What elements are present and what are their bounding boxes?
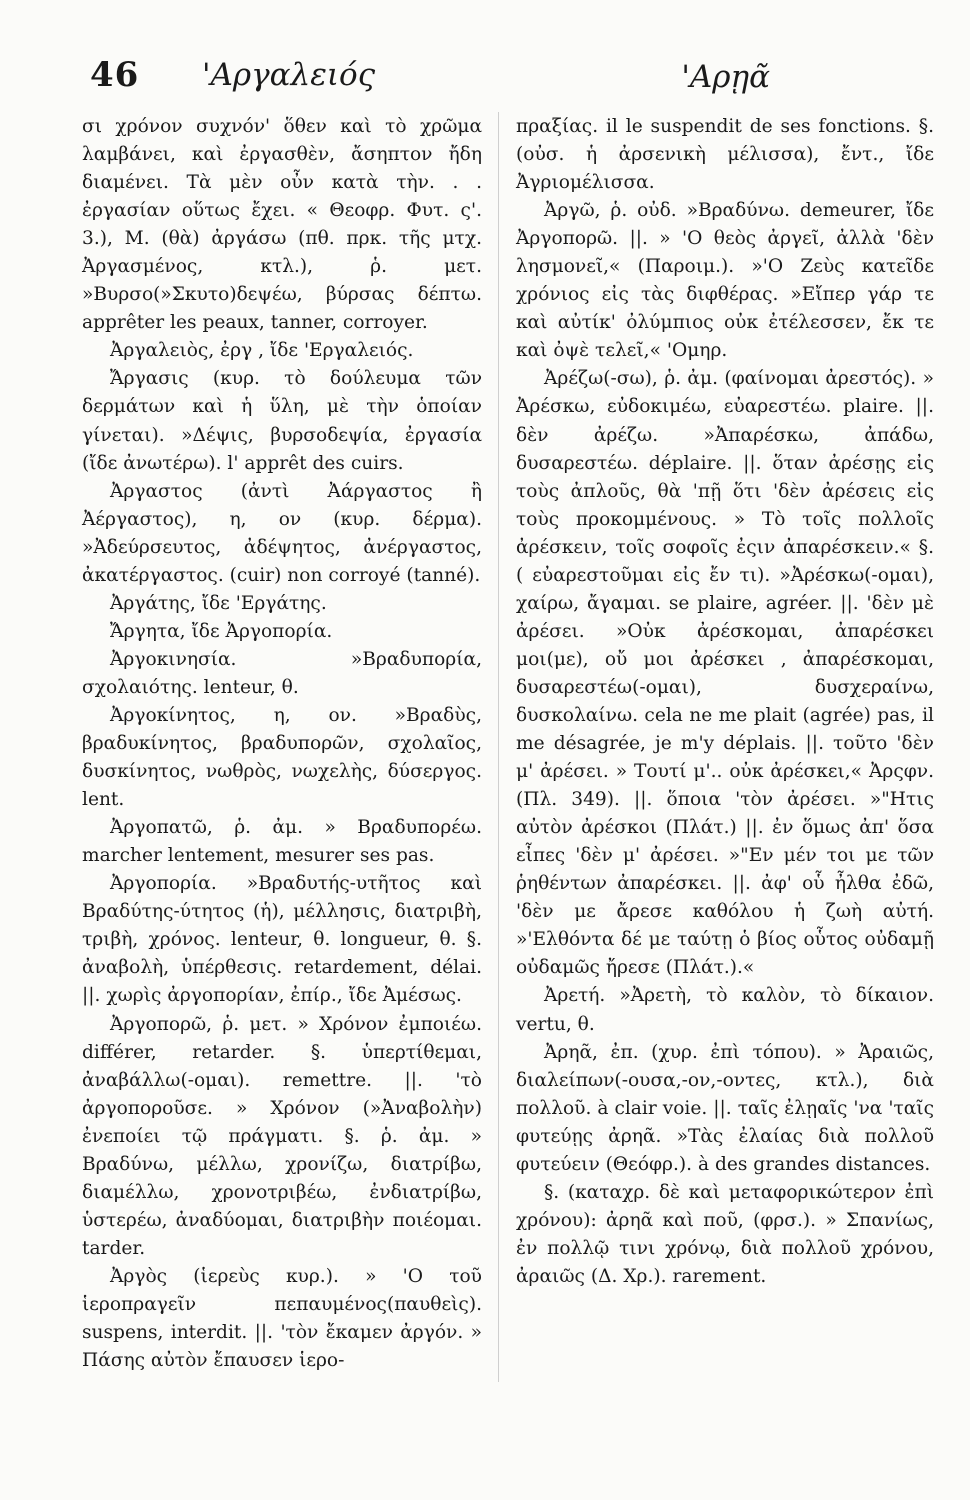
dictionary-entry: §. (καταχρ. δὲ καὶ μεταφορικώτερον ἐπὶ χρόνου): ἀρηᾶ καὶ ποῦ, (φρσ.). » Σπανίως, ἐν πολλῷ τινι χρόνῳ, διὰ πολλοῦ χρόνου, ἀραιῶς (Δ. Χρ.). rarement. xyxy=(516,1181,934,1287)
dictionary-entry: Ἀργοκινησία. »Βραδυπορία, σχολαιότης. lenteur, θ. xyxy=(82,648,482,698)
dictionary-entry: σι χρόνον συχνόν' ὅθεν καὶ τὸ χρῶμα λαμβάνει, καὶ ἐργασθὲν, ἄσηπτον ἤδη διαμένει. Τὰ μὲν οὖν κατὰ τὴν. . . ἐργασίαν οὕτως ἔχει. « Θεοφρ. Φυτ. ς'. 3.), Μ. (θὰ) ἀργάσω (πθ. πρκ. τῆς μτχ. Ἀργασμένος, κτλ.), ῥ. μετ. »Βυρσο(»Σκυτο)δεψέω, βύρσας δέπτω. apprêter les peaux, tanner, corroyer. xyxy=(82,116,482,334)
left-column xyxy=(82,113,482,1375)
page-header xyxy=(90,55,950,105)
dictionary-entry: Ἀργῶ, ῥ. οὐδ. »Βραδύνω. demeurer, ἴδε Ἀργοπορῶ. ||. » 'Ο θεὸς ἀργεῖ, ἀλλὰ 'δὲν λησμονεῖ,« (Παροιμ.). »'Ο Ζεὺς κατεῖδε χρόνιος εἰς τὰς διφθέρας. »Εἴπερ γάρ τε καὶ αὐτίκ' ὀλύμπιος οὐκ ἐτέλεσσεν, ἔκ τε καὶ ὀψὲ τελεῖ,« 'Ομηρ. xyxy=(516,200,934,362)
page-number: 46 xyxy=(90,55,140,95)
right-running-headword: 'Αρῃᾶ xyxy=(681,59,770,95)
dictionary-entry: Ἀργαστος (ἀντὶ Ἀάργαστος ἢ Ἀέργαστος), η, ον (κυρ. δέρμα). »Ἀδεύρσευτος, ἀδέψητος, ἀνέργαστος, ἀκατέργαστος. (cuir) non corroyé (tanné). xyxy=(82,480,482,586)
column-divider xyxy=(498,112,499,1382)
dictionary-entry: Ἀργοπατῶ, ῥ. ἀμ. » Βραδυπορέω. marcher lentement, mesurer ses pas. xyxy=(82,817,482,867)
left-running-headword: 'Αργαλειός xyxy=(202,57,376,93)
dictionary-entry: Ἄργητα, ἴδε Ἀργοπορία. xyxy=(110,620,333,642)
dictionary-entry: Ἄργασις (κυρ. τὸ δούλευμα τῶν δερμάτων καὶ ἡ ὕλη, μὲ τὴν ὁποίαν γίνεται). »Δέψις, βυρσοδεψία, ἐργασία (ἴδε ἀνωτέρω). l' apprêt des cuirs. xyxy=(82,368,482,474)
right-column xyxy=(516,113,934,1291)
dictionary-entry: Ἀρετή. »Ἀρετὴ, τὸ καλὸν, τὸ δίκαιον. vertu, θ. xyxy=(516,985,934,1035)
dictionary-entry: Ἀργαλειὸς, ἐργ , ἴδε 'Εργαλειός. xyxy=(110,340,414,362)
dictionary-entry: Ἀργοπορῶ, ῥ. μετ. » Χρόνον ἐμποιέω. différer, retarder. §. ὑπερτίθεμαι, ἀναβάλλω(-ομαι). remettre. ||. 'τὸ ἀργοποροῦσε. » Χρόνον (»Ἀναβολὴν) ἐνεποίει τῷ πράγματι. §. ῥ. ἀμ. » Βραδύνω, μέλλω, χρονίζω, διατρίβω, διαμέλλω, χρονοτριβέω, ἐνδιατρίβω, ὑστερέω, ἀναδύομαι, διατριβὴν ποιέομαι. tarder. xyxy=(82,1013,482,1259)
dictionary-entry: Ἀργὸς (ἱερεὺς κυρ.). » 'Ο τοῦ ἱεροπραγεῖν πεπαυμένος(παυθεὶς). suspens, interdit. ||. 'τὸν ἔκαμεν ἀργόν. » Πάσης αὐτὸν ἔπαυσεν ἱερο- xyxy=(82,1265,482,1372)
dictionary-entry: Ἀρηᾶ, ἐπ. (χυρ. ἐπὶ τόπου). » Ἀραιῶς, διαλείπων(-ουσα,-ον,-οντες, κτλ.), διὰ πολλοῦ. à clair voie. ||. ταῖς ἐλῃαῖς 'να 'ταῖς φυτεύῃς ἀρηᾶ. »Τὰς ἐλαίας διὰ πολλοῦ φυτεύειν (Θεόφρ.). à des grandes distances. xyxy=(516,1041,934,1175)
dictionary-entry: Ἀρέζω(-σω), ῥ. ἀμ. (φαίνομαι ἀρεστός). » Ἀρέσκω, εὐδοκιμέω, εὐαρεστέω. plaire. ||. δὲν ἀρέζω. »Ἀπαρέσκω, ἀπάδω, δυσαρεστέω. déplaire. ||. ὅταν ἀρέσῃς εἰς τοὺς ἀπλοῦς, θὰ 'πῇ ὅτι 'δὲν ἀρέσεις εἰς τοὺς προκομμένους. » Τὸ τοῖς πολλοῖς ἀρέσκειν, τοῖς σοφοῖς ἐςιν ἀπαρέσκειν.« §. ( εὐαρεστοῦμαι εἰς ἔν τι). »Ἀρέσκω(-ομαι), χαίρω, ἄγαμαι. se plaire, agréer. ||. 'δὲν μὲ ἀρέσει. »Οὐκ ἀρέσκομαι, ἀπαρέσκει μοι(με), οὔ μοι ἀρέσκει , ἀπαρέσκομαι, δυσαρεστέω(-ομαι), δυσχεραίνω, δυσκολαίνω. cela ne me plait (agrée) pas, il me désagrée, je m'y déplais. ||. τοῦτο 'δὲν μ' ἀρέσει. » Τουτί μ'.. οὐκ ἀρέσκει,« Ἀρςφν. (Πλ. 349). ||. ὅποια 'τὸν ἀρέσει. »"Ητις αὐτὸν ἀρέσκοι (Πλάτ.) ||. ἐν ὅμως ἀπ' ὅσα εἶπες 'δὲν μ' ἀρέσει. »"Εν μέν τοι με τῶν ῥηθέντων ἀπαρέσκει. ||. ἀφ' οὗ ἦλθα ἐδῶ, 'δὲν με ἄρεσε καθόλου ἡ ζωὴ αὐτή. »'Ελθόντα δέ με ταύτῃ ὁ βίος οὗτος οὐδαμῇ οὐδαμῶς ἤρεσε (Πλάτ.).« xyxy=(516,368,934,979)
dictionary-entry: Ἀργοπορία. »Βραδυτής-υτῆτος καὶ Βραδύτης-ύτητος (ἡ), μέλλησις, διατριβὴ, τριβὴ, χρόνος. lenteur, θ. longueur, θ. §. ἀναβολὴ, ὑπέρθεσις. retardement, délai. ||. χωρὶς ἀργοπορίαν, ἐπίρ., ἴδε Ἀμέσως. xyxy=(82,873,482,1007)
dictionary-entry: πραξίας. il le suspendit de ses fonctions. §. (οὐσ. ἡ ἀρσενικὴ μέλισσα), ἔντ., ἴδε Ἀγριομέλισσα. xyxy=(516,116,934,194)
dictionary-entry: Ἀργάτης, ἴδε 'Εργάτης. xyxy=(110,592,327,614)
dictionary-entry: Ἀργοκίνητος, η, ον. »Βραδὺς, βραδυκίνητος, βραδυπορῶν, σχολαῖος, δυσκίνητος, νωθρὸς, νωχελὴς, δύσεργος. lent. xyxy=(82,704,482,811)
